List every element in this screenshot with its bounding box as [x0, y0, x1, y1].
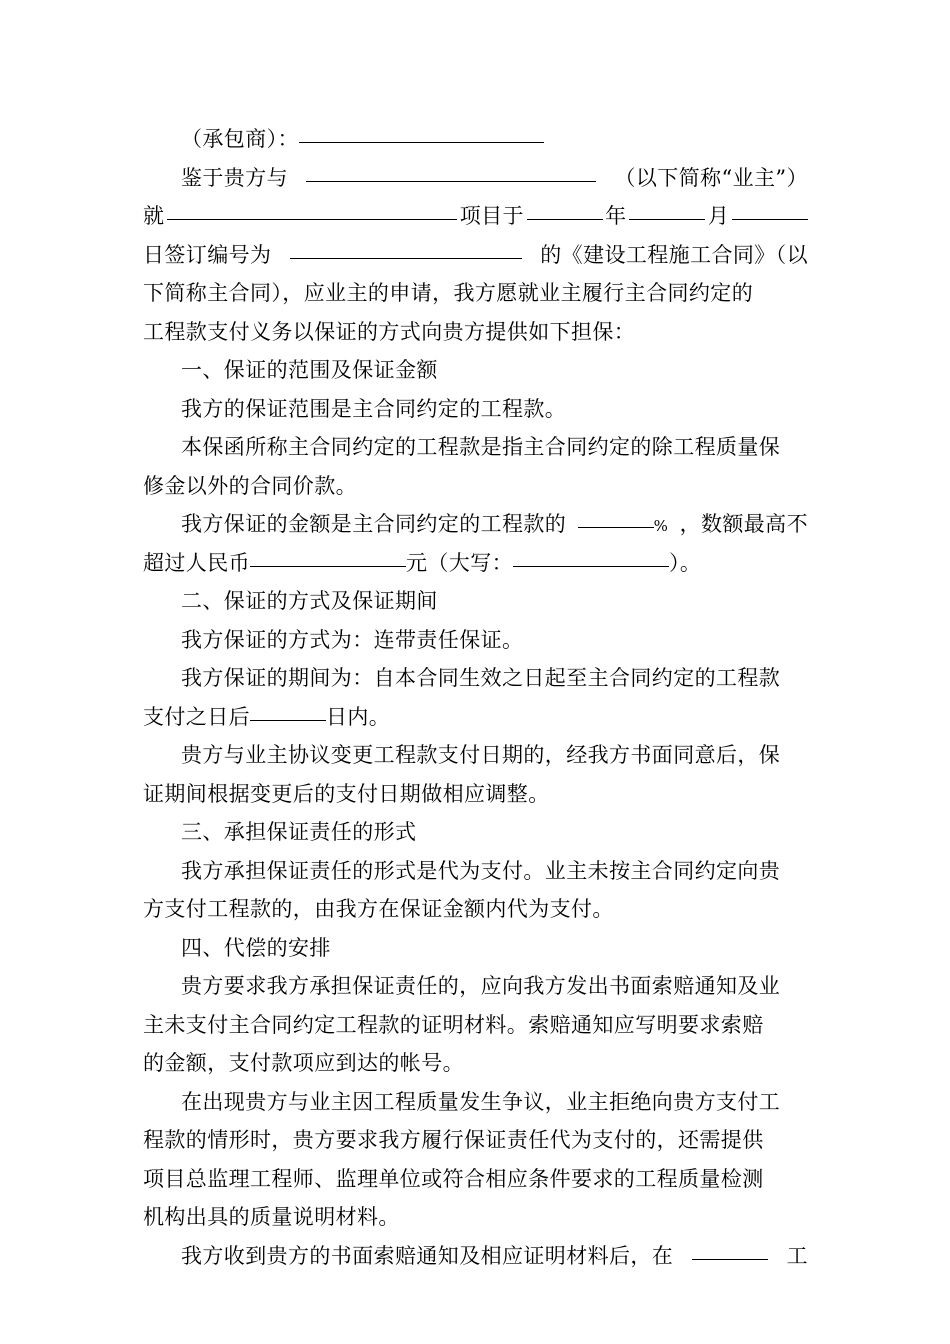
paragraph-line	[143, 1237, 808, 1276]
paragraph-line	[143, 236, 808, 275]
paragraph-line	[143, 621, 808, 660]
paragraph-line	[143, 197, 808, 236]
percent-sign: %	[653, 517, 669, 535]
paragraph-line	[143, 1160, 808, 1199]
text: 鉴于贵方与	[181, 165, 288, 190]
days-blank	[250, 719, 326, 721]
text: （以下简称“业主”）	[614, 165, 808, 190]
paragraph-line	[143, 698, 808, 737]
text: 日签订编号为	[143, 242, 272, 267]
project-name-blank	[167, 218, 457, 220]
paragraph-line	[143, 775, 808, 814]
contractor-line	[143, 120, 808, 159]
section-heading	[143, 351, 808, 390]
text: 三、承担保证责任的形式	[181, 820, 417, 844]
percentage-blank	[578, 526, 654, 528]
text: 修金以外的合同价款。	[143, 473, 357, 498]
year-blank	[527, 218, 603, 220]
text: ）。	[669, 550, 702, 575]
text: 我方的保证范围是主合同约定的工程款。	[181, 396, 567, 421]
text: 机构出具的质量说明材料。	[143, 1205, 400, 1229]
text: 支付之日后	[143, 704, 250, 729]
paragraph-line	[143, 428, 808, 467]
text: 的金额，支付款项应到达的帐号。	[143, 1051, 464, 1075]
paragraph-line	[143, 467, 808, 506]
text: （承包商）：	[181, 127, 299, 151]
paragraph-line	[143, 544, 808, 583]
text: 贵方与业主协议变更工程款支付日期的，经我方书面同意后，保	[181, 743, 781, 767]
amount-blank	[250, 565, 406, 567]
paragraph-line	[143, 1083, 808, 1122]
paragraph-line	[143, 159, 808, 198]
paragraph-line	[143, 390, 808, 429]
paragraph-line	[143, 736, 808, 775]
text: 工程款支付义务以保证的方式向贵方提供如下担保：	[143, 319, 636, 344]
text: 证期间根据变更后的支付日期做相应调整。	[143, 781, 550, 806]
text: ，数额最高不	[679, 512, 808, 536]
amount-words-blank	[513, 565, 669, 567]
text: 超过人民币	[143, 550, 250, 575]
text: 我方保证的方式为：连带责任保证。	[181, 627, 524, 652]
text: 我方收到贵方的书面索赔通知及相应证明材料后，在	[181, 1243, 674, 1268]
document-page	[143, 120, 808, 1275]
paragraph-line	[143, 1044, 808, 1083]
day-blank	[732, 218, 808, 220]
paragraph-line	[143, 313, 808, 352]
paragraph-line	[143, 274, 808, 313]
text: 月	[707, 204, 730, 228]
text: 四、代偿的安排	[181, 935, 331, 960]
paragraph-line	[143, 890, 808, 929]
text: 日内。	[326, 704, 391, 729]
text: 本保函所称主合同约定的工程款是指主合同约定的除工程质量保	[181, 435, 781, 459]
text: 就	[143, 204, 165, 228]
paragraph-line	[143, 659, 808, 698]
text: 我方承担保证责任的形式是代为支付。业主未按主合同约定向贵	[181, 858, 781, 883]
text: 贵方要求我方承担保证责任的，应向我方发出书面索赔通知及业	[181, 974, 781, 998]
text: 我方保证的期间为：自本合同生效之日起至主合同约定的工程款	[181, 666, 781, 690]
text: 二、保证的方式及保证期间	[181, 589, 438, 613]
text: 我方保证的金额是主合同约定的工程款的	[181, 512, 567, 536]
section-heading	[143, 582, 808, 621]
text: 工	[786, 1243, 808, 1268]
text: 的《建设工程施工合同》（以	[540, 242, 808, 267]
owner-name-blank	[306, 180, 596, 182]
workdays-blank	[692, 1258, 768, 1260]
text: 方支付工程款的，由我方在保证金额内代为支付。	[143, 897, 614, 921]
section-heading	[143, 813, 808, 852]
paragraph-line	[143, 852, 808, 891]
contractor-blank	[299, 141, 544, 143]
text: 项目总监理工程师、监理单位或符合相应条件要求的工程质量检测	[143, 1166, 764, 1191]
text: 年	[605, 204, 627, 228]
text: 一、保证的范围及保证金额	[181, 358, 438, 382]
text: 程款的情形时，贵方要求我方履行保证责任代为支付的，还需提供	[143, 1128, 764, 1152]
paragraph-line	[143, 1121, 808, 1160]
text: 下简称主合同），应业主的申请，我方愿就业主履行主合同约定的	[143, 281, 754, 305]
paragraph-line	[143, 505, 808, 544]
paragraph-line	[143, 967, 808, 1006]
section-heading	[143, 929, 808, 968]
paragraph-line	[143, 1198, 808, 1237]
text: 项目于	[459, 204, 524, 228]
paragraph-line	[143, 1006, 808, 1045]
text: 主未支付主合同约定工程款的证明材料。索赔通知应写明要求索赔	[143, 1012, 764, 1037]
text: 元（大写：	[406, 550, 513, 575]
text: 在出现贵方与业主因工程质量发生争议，业主拒绝向贵方支付工	[181, 1089, 781, 1114]
month-blank	[629, 218, 705, 220]
contract-number-blank	[290, 257, 522, 259]
